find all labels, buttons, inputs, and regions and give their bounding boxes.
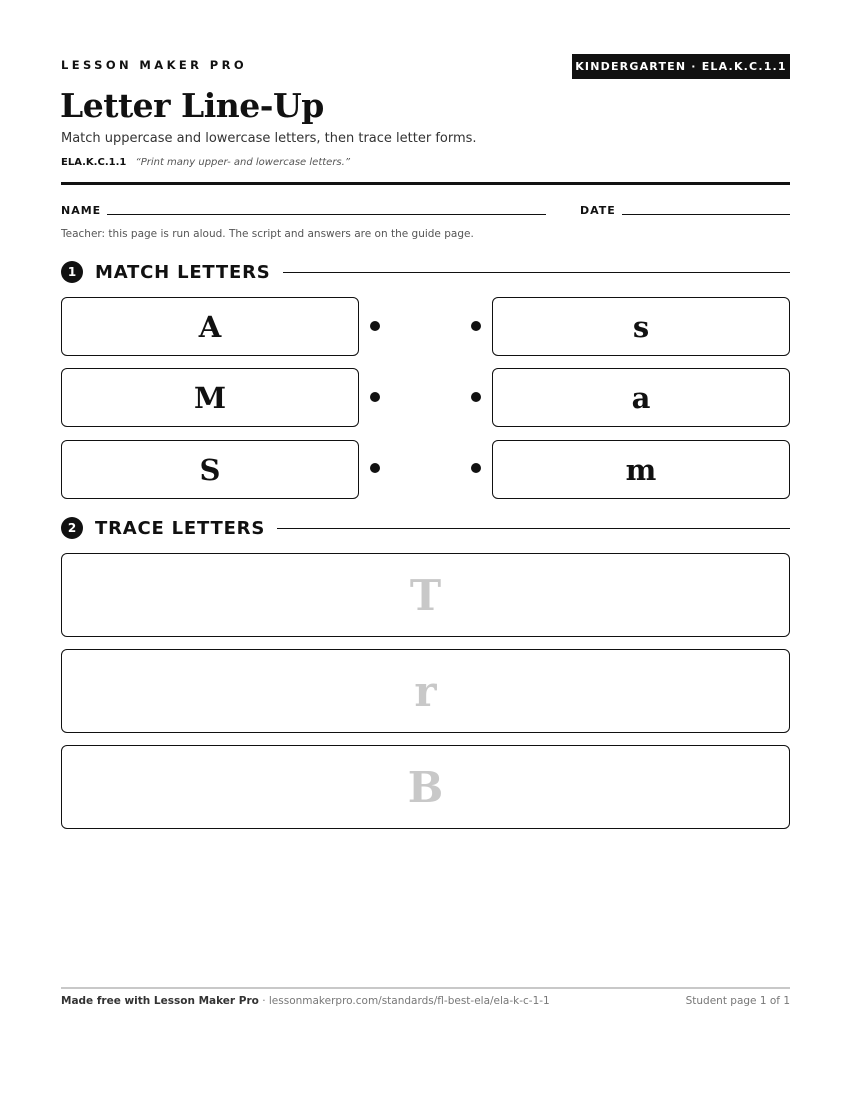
match-dot-right[interactable] [471, 392, 481, 402]
footer-page-number: Student page 1 of 1 [685, 995, 790, 1007]
brand-name: LESSON MAKER PRO [61, 58, 248, 72]
trace-box-t[interactable]: T [61, 553, 790, 637]
standard-quote: “Print many upper- and lowercase letters.” [135, 157, 350, 168]
uppercase-card-a: A [61, 297, 359, 356]
match-dot-left[interactable] [370, 463, 380, 473]
standard-code: ELA.K.C.1.1 [61, 157, 127, 168]
footer-divider [61, 987, 790, 989]
match-dot-left[interactable] [370, 321, 380, 331]
trace-box-b[interactable]: B [61, 745, 790, 829]
section-rule [277, 528, 790, 529]
footer-credit [61, 995, 550, 1007]
lowercase-card-a: a [492, 368, 790, 427]
page-title: Letter Line-Up [60, 86, 324, 125]
name-label: NAME [61, 204, 102, 217]
page-subtitle: Match uppercase and lowercase letters, then trace letter forms. [61, 131, 477, 146]
lowercase-card-s: s [492, 297, 790, 356]
date-label: DATE [580, 204, 616, 217]
match-dot-right[interactable] [471, 463, 481, 473]
section-title: TRACE LETTERS [95, 517, 266, 539]
section-match-header [61, 260, 790, 284]
header-divider [61, 182, 790, 185]
teacher-note: Teacher: this page is run aloud. The script and answers are on the guide page. [61, 228, 474, 240]
grade-standard-badge: KINDERGARTEN · ELA.K.C.1.1 [572, 54, 790, 79]
section-number-badge: 1 [61, 261, 83, 283]
footer-url[interactable]: lessonmakerpro.com/standards/fl-best-ela/ela-k-c-1-1 [268, 995, 550, 1007]
trace-box-r[interactable]: r [61, 649, 790, 733]
section-rule [283, 272, 790, 273]
section-trace-header [61, 516, 790, 540]
match-dot-right[interactable] [471, 321, 481, 331]
footer-made-with: Made free with Lesson Maker Pro [61, 995, 259, 1007]
uppercase-card-s: S [61, 440, 359, 499]
standard-line [61, 157, 350, 168]
uppercase-card-m: M [61, 368, 359, 427]
name-field-line[interactable] [107, 214, 546, 215]
footer-separator: · [258, 995, 269, 1007]
match-dot-left[interactable] [370, 392, 380, 402]
section-number-badge: 2 [61, 517, 83, 539]
lowercase-card-m: m [492, 440, 790, 499]
section-title: MATCH LETTERS [95, 261, 271, 283]
date-field-line[interactable] [622, 214, 790, 215]
